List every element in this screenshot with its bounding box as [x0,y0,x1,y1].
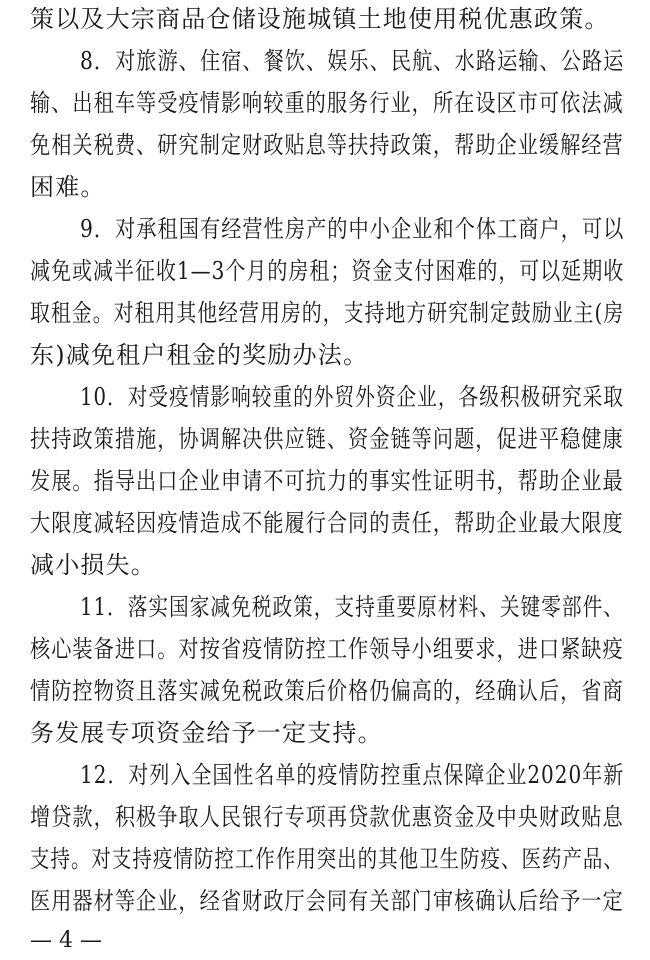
text-line: 免相关税费、研究制定财政贴息等扶持政策，帮助企业缓解经营 [30,131,624,159]
text-line: 减免或减半征收1—3个月的房租；资金支付困难的，可以延期收 [30,257,625,285]
text-line: 取租金。对租用其他经营用房的，支持地方研究制定鼓励业主(房 [30,299,625,327]
text-line: 11．落实国家减免税政策，支持重要原材料、关键零部件、 [80,593,624,621]
text-line: 扶持政策措施，协调解决供应链、资金链等问题，促进平稳健康 [30,425,624,453]
text-line: 核心装备进口。对按省疫情防控工作领导小组要求，进口紧缺疫 [30,635,624,663]
text-line: 支持。对支持疫情防控工作作用突出的其他卫生防疫、医药产品、 [30,845,624,873]
text-line: 10．对受疫情影响较重的外贸外资企业，各级积极研究采取 [80,383,624,411]
page-number: — 4 — [30,928,102,953]
text-line: 东)减免租户租金的奖励办法。 [30,341,369,369]
text-line: 增贷款，积极争取人民银行专项再贷款优惠资金及中央财政贴息 [30,803,624,831]
text-line: 输、出租车等受疫情影响较重的服务行业，所在设区市可依法减 [30,89,624,117]
text-line: 发展。指导出口企业申请不可抗力的事实性证明书，帮助企业最 [30,467,624,495]
text-line: 12．对列入全国性名单的疫情防控重点保障企业2020年新 [80,761,625,789]
text-line: 困难。 [30,173,106,201]
text-line: 大限度减轻因疫情造成不能履行合同的责任，帮助企业最大限度 [30,509,624,537]
text-line: 9．对承租国有经营性房产的中小企业和个体工商户，可以 [80,215,625,243]
text-line: 情防控物资且落实减免税政策后价格仍偏高的，经确认后，省商 [30,677,624,705]
text-line: 医用器材等企业，经省财政厅会同有关部门审核确认后给予一定 [30,887,624,915]
text-line: 策以及大宗商品仓储设施城镇土地使用税优惠政策。 [30,5,610,33]
text-line: 务发展专项资金给予一定支持。 [30,719,383,747]
text-line: 减小损失。 [30,551,156,579]
text-line: 8．对旅游、住宿、餐饮、娱乐、民航、水路运输、公路运 [80,47,625,75]
